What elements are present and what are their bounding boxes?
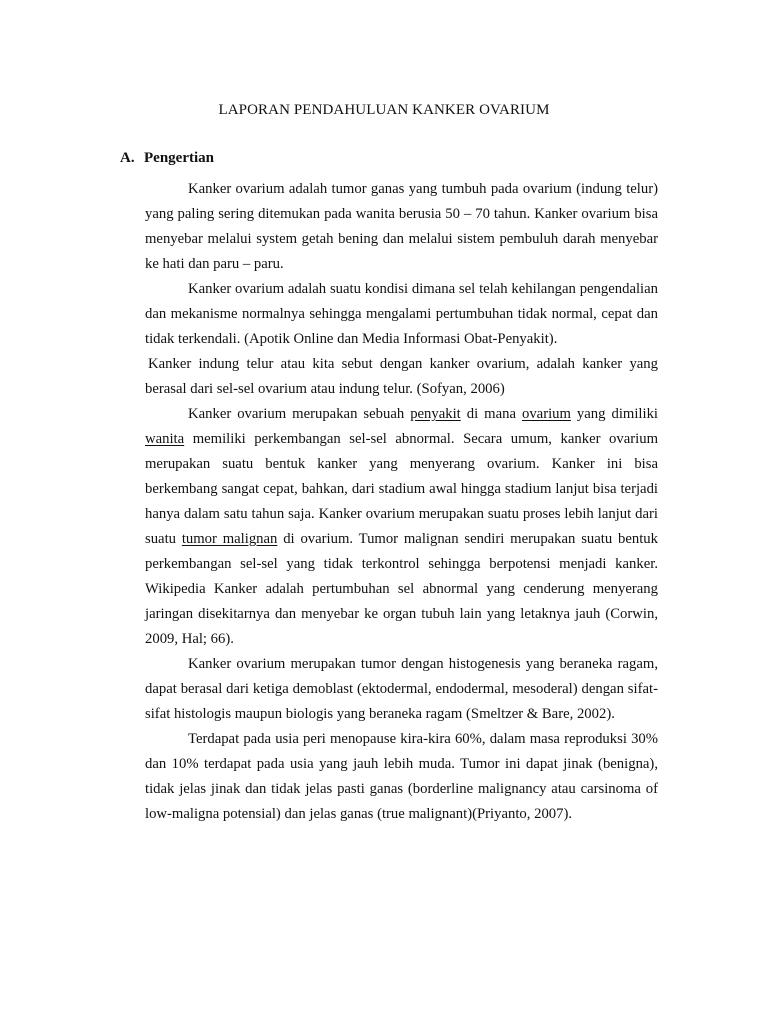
paragraph-text: yang dimiliki: [570, 406, 658, 422]
section-heading: [120, 149, 214, 167]
link-ovarium[interactable]: ovarium: [521, 406, 571, 422]
paragraph-definition-1: Kanker ovarium adalah tumor ganas yang tumbuh pada ovarium (indung telur) yang paling sering ditemukan pada wanita berusia 50 – 70 tahun. Kanker ovarium bisa menyebar melalui system getah bening dan melalui sistem pembuluh darah menyebar ke hati dan paru – paru.: [145, 181, 658, 272]
section-number: A.: [120, 150, 135, 166]
paragraph-definition-2: Kanker ovarium adalah suatu kondisi dimana sel telah kehilangan pengendalian dan mekanisme normalnya sehingga mengalami pertumbuhan tidak normal, cepat dan tidak terkendali. (Apotik Online dan Media Informasi Obat-Penyakit).: [145, 281, 658, 347]
document-title: LAPORAN PENDAHULUAN KANKER OVARIUM: [218, 102, 550, 118]
section-title: Pengertian: [144, 150, 214, 166]
link-wanita[interactable]: wanita: [145, 431, 185, 447]
paragraph-definition-5: Kanker ovarium merupakan tumor dengan histogenesis yang beraneka ragam, dapat berasal dari ketiga demoblast (ektodermal, endodermal, mesoderal) dengan sifat-sifat histologis maupun biologis yang beraneka ragam (Smeltzer & Bare, 2002).: [145, 656, 658, 722]
paragraph-text: memiliki perkembangan sel-sel abnormal. Secara umum, kanker ovarium merupakan suatu bentuk kanker yang menyerang ovarium. Kanker ini bisa berkembang sangat cepat, bahkan, dari stadium awal hingga stadium lanjut bisa terjadi hanya dalam satu tahun saja. Kanker ovarium merupakan suatu proses lebih lanjut dari suatu: [145, 431, 658, 547]
paragraph-definition-6: Terdapat pada usia peri menopause kira-kira 60%, dalam masa reproduksi 30% dan 10% terdapat pada usia yang jauh lebih muda. Tumor ini dapat jinak (benigna), tidak jelas jinak dan tidak jelas pasti ganas (borderline malignancy atau carsinoma of low-maligna potensial) dan jelas ganas (true malignant)(Priyanto, 2007).: [145, 731, 658, 822]
section-body: [145, 177, 658, 827]
paragraph-text: di ovarium. Tumor malignan sendiri merupakan suatu bentuk perkembangan sel-sel yang tidak terkontrol sehingga berpotensi menjadi kanker. Wikipedia Kanker adalah pertumbuhan sel abnormal yang cenderung menyerang jaringan disekitarnya dan menyebar ke organ tubuh lain yang letaknya jauh (Corwin, 2009, Hal; 66).: [145, 531, 658, 647]
paragraph-definition-3: Kanker indung telur atau kita sebut dengan kanker ovarium, adalah kanker yang berasal dari sel-sel ovarium atau indung telur. (Sofyan, 2006): [145, 356, 658, 397]
paragraph-definition-4: [145, 402, 658, 652]
paragraph-text: di mana: [460, 406, 522, 422]
link-tumor-malignan[interactable]: tumor malignan: [181, 531, 278, 547]
paragraph-text: Kanker ovarium merupakan sebuah: [188, 406, 411, 422]
link-penyakit[interactable]: penyakit: [410, 406, 461, 422]
